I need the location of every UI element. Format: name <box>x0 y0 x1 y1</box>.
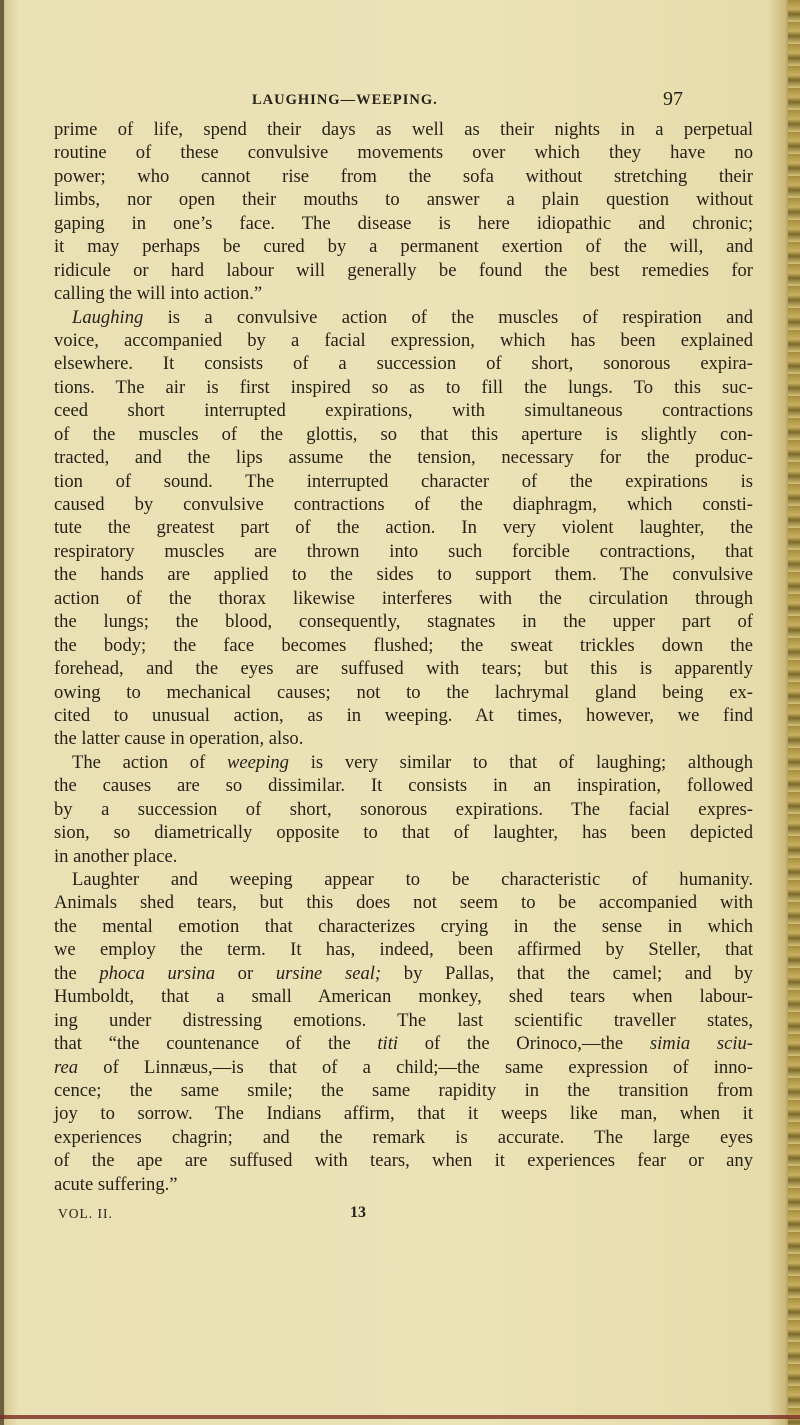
text-line <box>54 282 753 305</box>
text-line <box>54 634 753 657</box>
text-segment: respiratory muscles are thrown into such forcible contractions, that <box>54 540 753 562</box>
text-segment: the lungs; the blood, consequently, stagnates in the upper part of <box>54 611 753 633</box>
italic-text: titi <box>377 1033 399 1055</box>
text-segment: sion, so diametrically opposite to that of laughter, has been depicted <box>54 822 753 844</box>
running-title: LAUGHING—WEEPING. <box>252 92 438 108</box>
text-line <box>54 891 753 914</box>
text-segment: of the Orinoco,—the <box>398 1033 650 1055</box>
text-line <box>54 423 753 446</box>
text-line <box>54 868 753 891</box>
text-segment: calling the will into action.” <box>54 283 263 305</box>
text-segment: the latter cause in operation, also. <box>54 728 304 750</box>
text-line <box>54 587 753 610</box>
text-line <box>54 118 753 141</box>
text-segment: the <box>54 962 100 984</box>
text-segment: Humboldt, that a small American monkey, shed tears when labour- <box>54 986 753 1008</box>
text-segment: by a succession of short, sonorous expirations. The facial expres- <box>54 798 753 820</box>
text-line <box>54 399 753 422</box>
text-segment: cence; the same smile; the same rapidity in the transition from <box>54 1079 753 1101</box>
text-line <box>54 798 753 821</box>
page-header <box>0 88 800 116</box>
text-segment: owing to mechanical causes; not to the lachrymal gland being ex- <box>54 681 753 703</box>
text-segment: is very similar to that of laughing; although <box>288 751 754 773</box>
text-line <box>54 165 753 188</box>
text-line <box>54 259 753 282</box>
text-segment: it may perhaps be cured by a permanent exertion of the will, and <box>54 236 753 258</box>
text-segment: the body; the face becomes flushed; the sweat trickles down the <box>54 634 753 656</box>
text-segment: tracted, and the lips assume the tension, necessary for the produc- <box>54 447 753 469</box>
text-line <box>54 1102 753 1125</box>
italic-text: weeping <box>227 751 289 773</box>
text-line <box>54 1126 753 1149</box>
text-line <box>54 470 753 493</box>
text-segment: tute the greatest part of the action. In very violent laughter, the <box>54 517 753 539</box>
text-segment: or <box>215 962 276 984</box>
text-line <box>54 1009 753 1032</box>
text-line <box>54 1032 753 1055</box>
page-bottom-edge <box>0 1415 800 1419</box>
text-segment: ridicule or hard labour will generally be found the best remedies for <box>54 259 753 281</box>
italic-text: simia sciu- <box>649 1033 753 1055</box>
text-line <box>54 329 753 352</box>
text-line <box>54 915 753 938</box>
text-segment: of Linnæus,—is that of a child;—the same expression of inno- <box>78 1056 753 1078</box>
text-line <box>54 985 753 1008</box>
text-segment: we employ the term. It has, indeed, been affirmed by Steller, that <box>54 939 753 961</box>
text-line <box>54 493 753 516</box>
text-segment: forehead, and the eyes are suffused with tears; but this is apparently <box>54 658 753 680</box>
text-segment: the hands are applied to the sides to support them. The convulsive <box>54 564 753 586</box>
text-segment: cited to unusual action, as in weeping. At times, however, we find <box>54 704 753 726</box>
text-segment: ing under distressing emotions. The last scientific traveller states, <box>54 1009 753 1031</box>
text-segment: limbs, nor open their mouths to answer a plain question without <box>54 189 753 211</box>
text-segment: that “the countenance of the <box>54 1033 378 1055</box>
text-segment: tion of sound. The interrupted character of the expirations is <box>54 470 753 492</box>
italic-text: ursine seal; <box>275 962 382 984</box>
text-segment: caused by convulsive contractions of the diaphragm, which consti- <box>54 494 753 515</box>
text-line <box>54 235 753 258</box>
text-segment: experiences chagrin; and the remark is accurate. The large eyes <box>54 1126 753 1148</box>
text-segment: of the ape are suffused with tears, when it experiences fear or any <box>54 1150 753 1172</box>
text-line <box>54 1079 753 1102</box>
text-segment: prime of life, spend their days as well as their nights in a perpetual <box>54 119 753 140</box>
text-segment: of the muscles of the glottis, so that this aperture is slightly con- <box>54 423 753 445</box>
text-line <box>54 751 753 774</box>
text-line <box>54 1056 753 1079</box>
text-line <box>54 821 753 844</box>
text-line <box>54 727 753 750</box>
text-line <box>54 306 753 329</box>
text-segment: by Pallas, that the camel; and by <box>381 962 753 984</box>
text-line <box>54 141 753 164</box>
text-segment: power; who cannot rise from the sofa without stretching their <box>54 165 753 187</box>
text-line <box>54 563 753 586</box>
volume-label: VOL. II. <box>58 1206 113 1221</box>
text-line <box>54 962 753 985</box>
text-line <box>54 681 753 704</box>
text-segment: Animals shed tears, but this does not seem to be accompanied with <box>54 892 753 914</box>
page-marbled-edge <box>788 0 800 1425</box>
signature-mark: 13 <box>350 1204 366 1221</box>
italic-text: rea <box>54 1056 79 1078</box>
text-segment: routine of these convulsive movements over which they have no <box>54 142 753 164</box>
body-text <box>54 118 753 1196</box>
text-segment: action of the thorax likewise interferes with the circulation through <box>54 587 753 609</box>
page-left-edge <box>0 0 4 1425</box>
text-line <box>54 1149 753 1172</box>
text-segment: joy to sorrow. The Indians affirm, that it weeps like man, when it <box>54 1103 753 1125</box>
text-segment: Laughter and weeping appear to be characteristic of humanity. <box>72 869 753 890</box>
text-segment: The action of <box>72 751 228 773</box>
text-line <box>54 376 753 399</box>
text-segment: tions. The air is first inspired so as to fill the lungs. To this suc- <box>54 376 753 398</box>
text-line <box>54 1173 753 1196</box>
text-segment: ceed short interrupted expirations, with simultaneous contractions <box>54 400 753 422</box>
text-line <box>54 845 753 868</box>
text-line <box>54 704 753 727</box>
italic-text: Laughing <box>72 306 144 328</box>
text-line <box>54 188 753 211</box>
text-segment: the causes are so dissimilar. It consists in an inspiration, followed <box>54 775 753 797</box>
text-line <box>54 610 753 633</box>
text-segment: is a convulsive action of the muscles of respiration and <box>143 306 753 328</box>
text-segment: the mental emotion that characterizes crying in the sense in which <box>54 915 753 937</box>
text-line <box>54 446 753 469</box>
text-line <box>54 774 753 797</box>
text-line <box>54 657 753 680</box>
text-line <box>54 212 753 235</box>
page-number: 97 <box>663 88 683 110</box>
text-segment: gaping in one’s face. The disease is here idiopathic and chronic; <box>54 212 753 234</box>
text-line <box>54 540 753 563</box>
italic-text: phoca ursina <box>99 962 216 984</box>
text-segment: acute suffering.” <box>54 1173 178 1195</box>
text-line <box>54 352 753 375</box>
text-segment: voice, accompanied by a facial expression, which has been explained <box>54 329 753 351</box>
text-line <box>54 516 753 539</box>
text-segment: elsewhere. It consists of a succession of short, sonorous expira- <box>54 353 753 375</box>
text-line <box>54 938 753 961</box>
text-segment: in another place. <box>54 845 178 867</box>
